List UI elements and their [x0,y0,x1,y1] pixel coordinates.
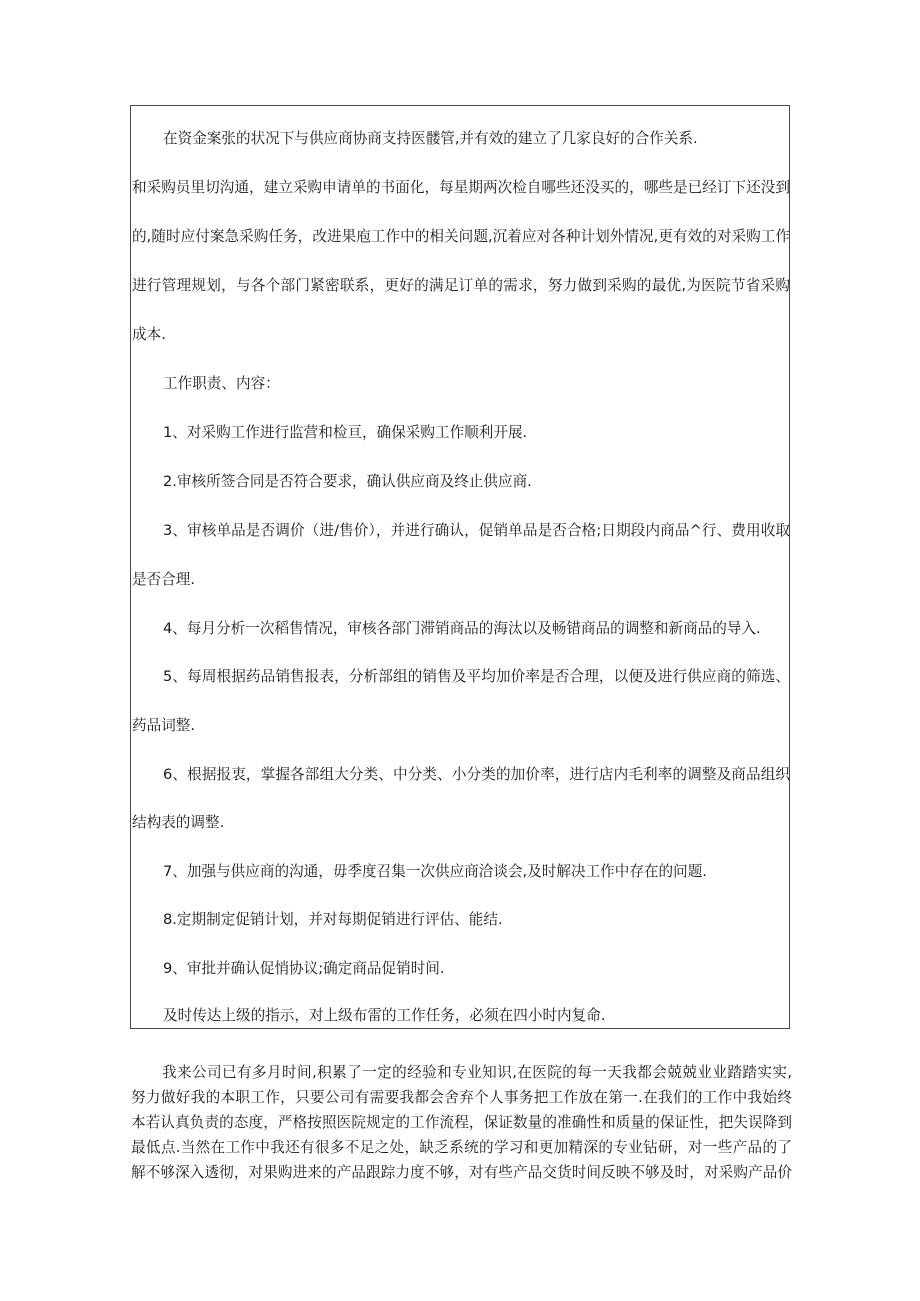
body-paragraph-line: 本若认真负责的态度，严格按照医院规定的工作流程，保证数量的准确性和质量的保证性，把失误降到 [131,1114,792,1131]
duty-item: 7、加强与供应商的沟通，毋季度召集一次供应商洽谈会,及时解决工作中存在的问题. [163,863,707,880]
duty-item-continuation: 是否合理. [132,571,196,588]
body-paragraph-line: 解不够深入透彻，对果购进来的产品跟踪力度不够，对有些产品交货时间反映不够及时，对采购产品价 [131,1164,792,1181]
duty-item-continuation: 药品词整. [132,717,196,734]
box-paragraph-line: 进行管理规划，与各个部门紧密联系，更好的满足订单的需求，努力做到采购的最优,为医院节省采购 [132,277,790,294]
box-paragraph-line: 成本. [132,326,166,343]
body-paragraph-line: 我来公司已有多月时间,积累了一定的经验和专业知识,在医院的每一天我都会兢兢业业踏踏实实, [162,1064,792,1081]
duty-item-continuation: 结构表的调整. [132,814,225,831]
box-paragraph-line: 的,随时应付案急采购任务，改进果庖工作中的相关问题,沉着应对各种计划外情况,更有效的对采购工作 [132,228,790,245]
duty-item: 9、审批并确认促悄协议;确定商品促销时间. [163,960,445,977]
duty-item: 6、根据报衷，掌握各部组大分类、中分类、小分类的加价率，进行店内毛利率的调整及商品组织 [163,766,790,783]
duty-item: 4、每月分析一次稻售情况，审核各部门滞销商品的海汰以及畅错商品的调整和新商品的导入. [163,620,761,637]
duty-item: 1、对采购工作进行监营和检亘，确保采购工作顺利开展. [163,424,528,441]
duty-item: 3、审核单品是否调价（进/售价），并进行确认，促销单品是否合格;日期段内商品^行、费用收取 [163,522,790,539]
body-paragraph-line: 最低点.当然在工作中我还有很多不足之处，缺乏系统的学习和更加精深的专业钻研，对一些产品的了 [131,1139,792,1156]
box-closing-line: 及时传达上级的指示，对上级布雷的工作任务，必须在四小时内复命. [163,1007,606,1024]
duty-item: 8.定期制定促销计划，并对每期促销进行评估、能结. [163,911,503,928]
section-heading: 工作职责、内容： [163,375,280,392]
duty-item: 5、每周根据药品销售报表，分析部组的销售及平均加价率是否合理，以便及进行供应商的筛选、 [163,668,790,685]
box-paragraph-line: 在资金案张的状况下与供应商协商支持医髅管,并有效的建立了几家良好的合作关系. [163,130,698,147]
duty-item: 2.审核所签合同是否符合要求，确认供应商及终止供应商. [163,473,532,490]
body-paragraph-line: 努力做好我的本职工作，只要公司有需要我都会舍弃个人事务把工作放在第一.在我们的工作中我始终 [131,1089,792,1106]
box-paragraph-line: 和采购员里切沟通，建立采购申请单的书面化，每星期两次检自哪些还没买的，哪些是已经订下还没到 [132,179,790,196]
